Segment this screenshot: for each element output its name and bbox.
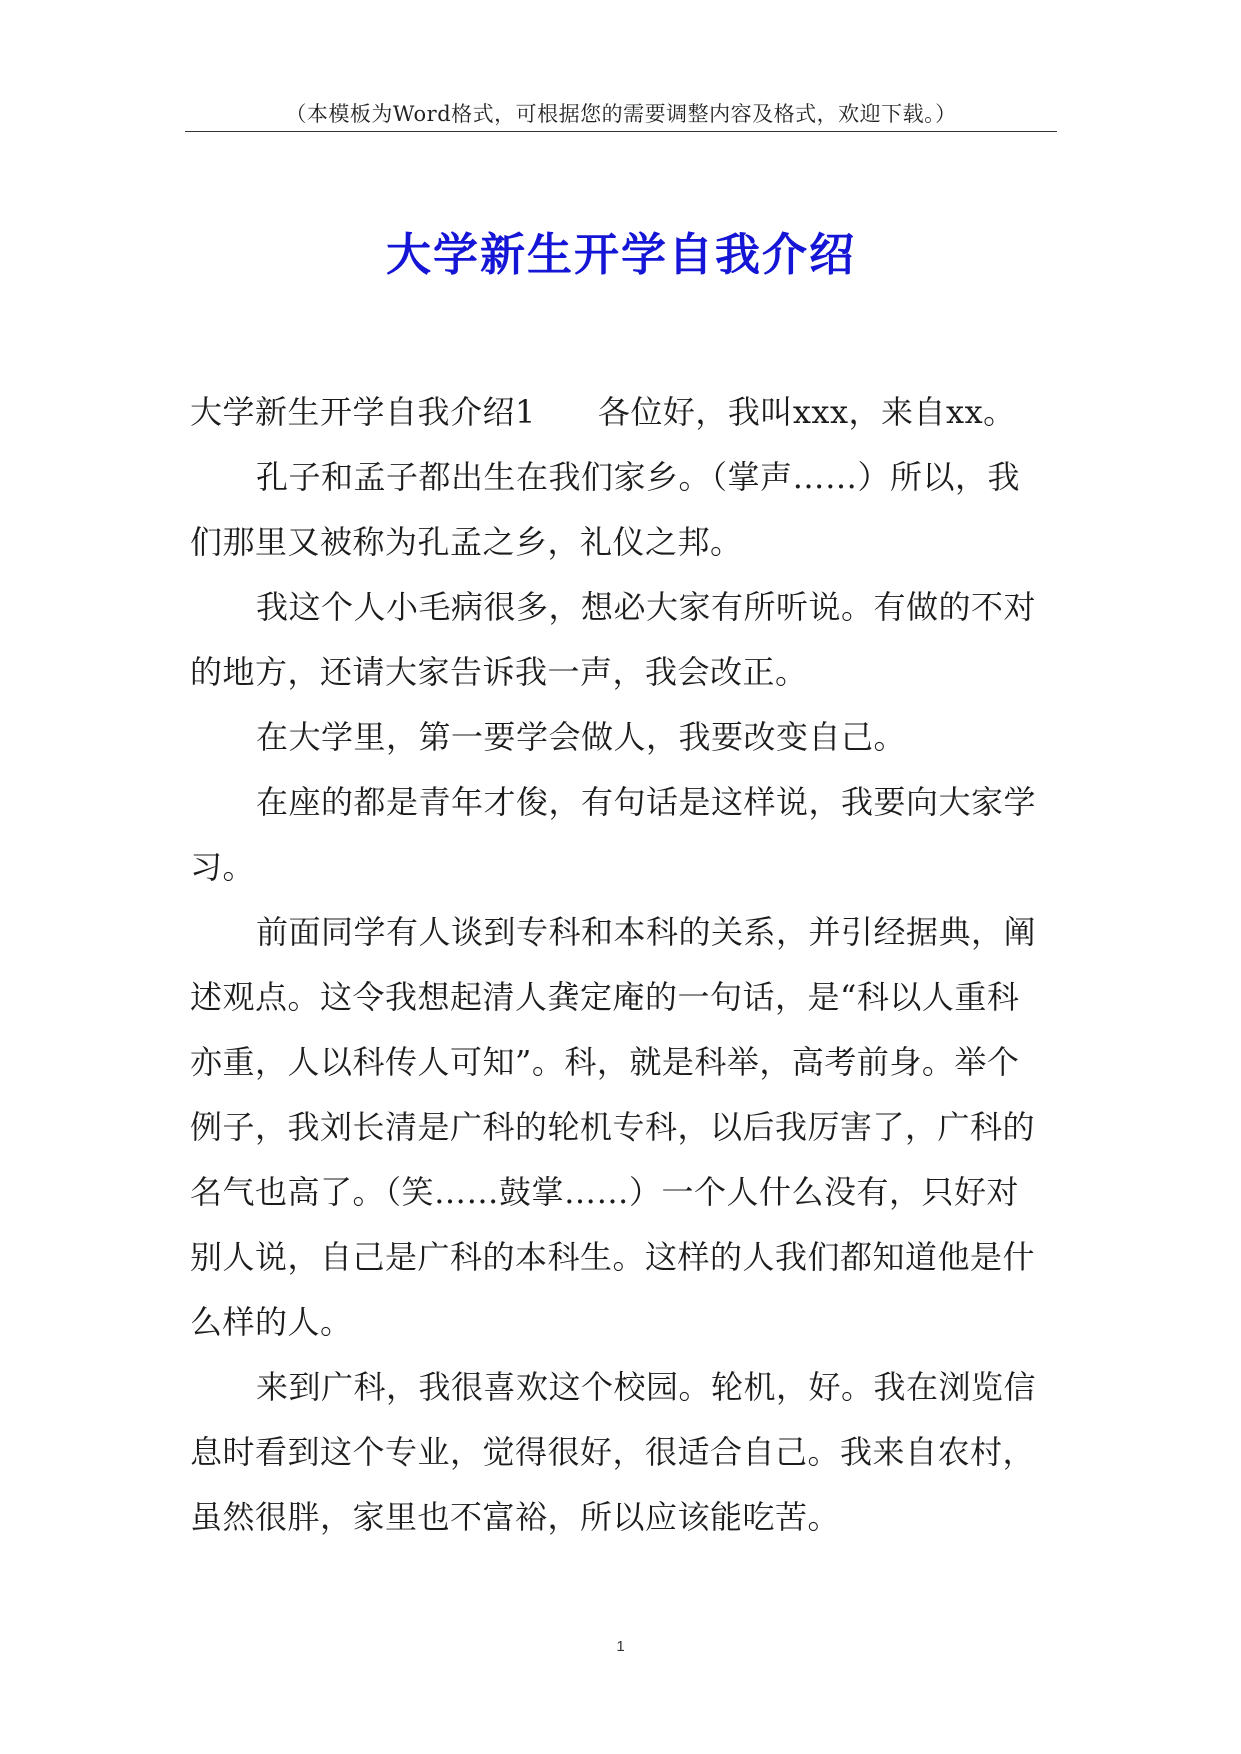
body-line: 来到广科，我很喜欢这个校园。轮机，好。我在浏览信 xyxy=(256,1368,1037,1406)
body-line: 么样的人。 xyxy=(190,1303,353,1341)
body-line: 例子，我刘长清是广科的轮机专科，以后我厉害了，广科的 xyxy=(190,1108,1036,1146)
page-number: 1 xyxy=(616,1638,625,1655)
body-line: 在大学里，第一要学会做人，我要改变自己。 xyxy=(256,718,907,756)
body-line: 在座的都是青年才俊，有句话是这样说，我要向大家学 xyxy=(256,783,1037,821)
body-line: 习。 xyxy=(190,848,256,886)
greeting-text: 各位好，我叫xxx，来自xx。 xyxy=(597,393,1016,431)
document-title: 大学新生开学自我介绍 xyxy=(385,228,856,281)
body-line: 们那里又被称为孔孟之乡，礼仪之邦。 xyxy=(190,523,743,561)
section-heading: 大学新生开学自我介绍1 xyxy=(190,393,536,431)
body-line: 别人说，自己是广科的本科生。这样的人我们都知道他是什 xyxy=(190,1238,1036,1276)
body-line: 息时看到这个专业，觉得很好，很适合自己。我来自农村， xyxy=(190,1433,1036,1471)
body-line: 虽然很胖，家里也不富裕，所以应该能吃苦。 xyxy=(190,1498,841,1536)
body-line: 亦重，人以科传人可知”。科，就是科举，高考前身。举个 xyxy=(190,1043,1020,1081)
document-body xyxy=(190,392,1060,1562)
header-note: （本模板为Word格式，可根据您的需要调整内容及格式，欢迎下载。） xyxy=(285,102,957,126)
body-line: 我这个人小毛病很多，想必大家有所听说。有做的不对 xyxy=(256,588,1037,626)
header-divider xyxy=(185,131,1057,132)
body-line: 的地方，还请大家告诉我一声，我会改正。 xyxy=(190,653,808,691)
body-line: 前面同学有人谈到专科和本科的关系，并引经据典，阐 xyxy=(256,913,1037,951)
body-line xyxy=(190,392,1060,457)
body-line: 孔子和孟子都出生在我们家乡。（掌声……）所以，我 xyxy=(256,458,1021,496)
body-line: 名气也高了。（笑……鼓掌……）一个人什么没有，只好对 xyxy=(190,1173,1020,1211)
body-line: 述观点。这令我想起清人龚定庵的一句话，是“科以人重科 xyxy=(190,978,1020,1016)
